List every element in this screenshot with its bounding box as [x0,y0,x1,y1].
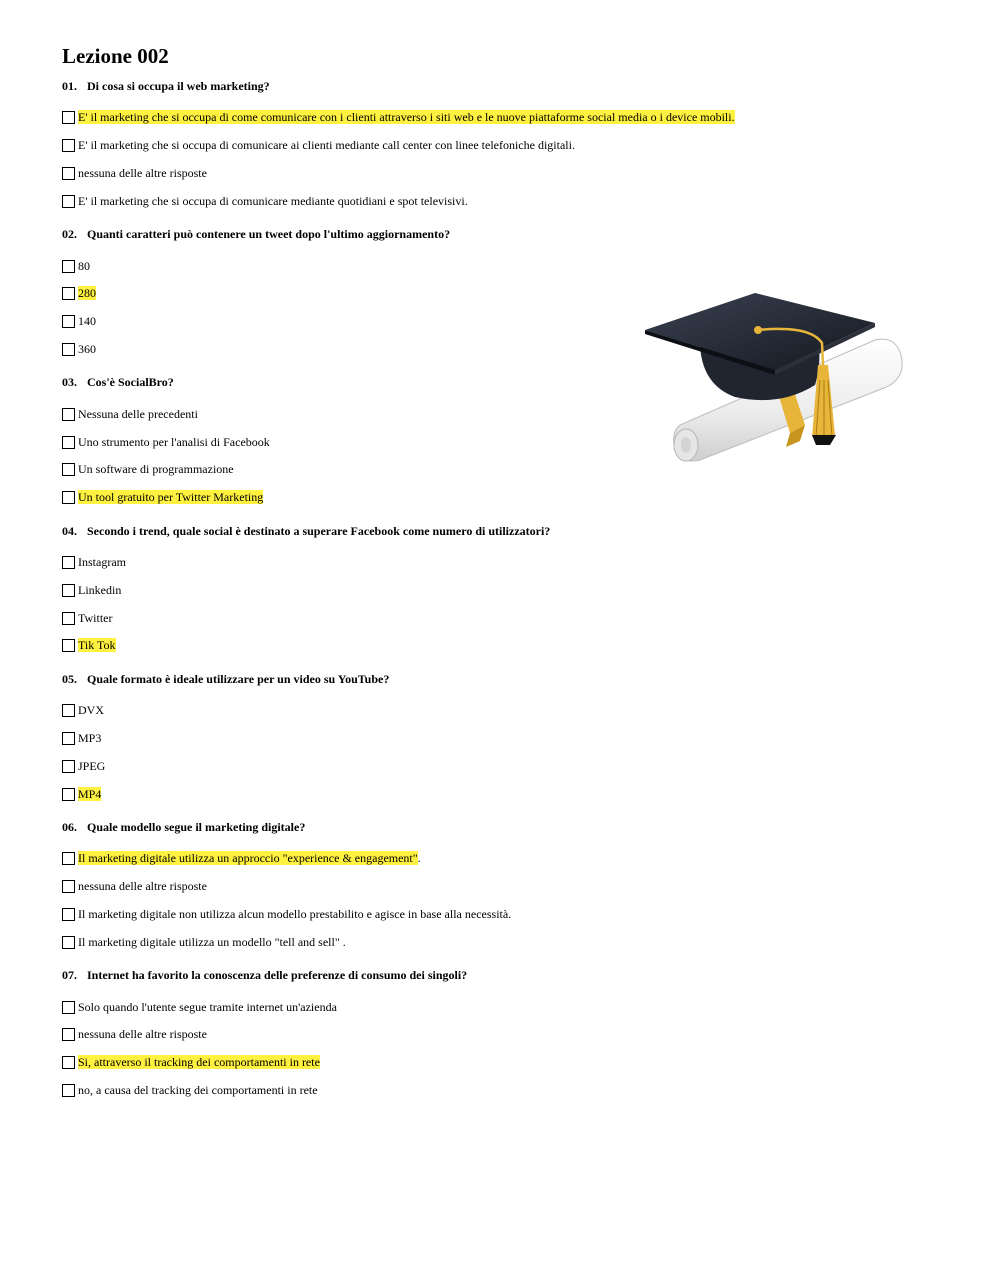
question-text: Cos'è SocialBro? [87,375,174,390]
question-block [62,523,942,660]
answer-text [78,1055,320,1070]
answer-checkbox[interactable] [62,1056,75,1069]
answer-option [62,928,942,956]
question-number: 05. [62,671,77,686]
highlighted-answer-text: Un tool gratuito per Twitter Marketing [78,490,264,505]
answer-option [62,484,942,512]
answer-option [62,993,942,1021]
answer-checkbox[interactable] [62,556,75,569]
answer-text-plain: Instagram [78,554,126,569]
answer-text [78,435,270,450]
page-title: Lezione 002 [62,44,169,68]
question-text: Quale modello segue il marketing digitale? [87,819,306,834]
highlighted-answer-text: Il marketing digitale utilizza un approccio "experience & engagement" [78,851,418,866]
answer-text-plain: E' il marketing che si occupa di comunicare ai clienti mediante call center con linee telefoniche digitali. [78,138,575,153]
answer-checkbox[interactable] [62,1028,75,1041]
answer-checkbox[interactable] [62,908,75,921]
answer-option [62,187,942,215]
answer-checkbox[interactable] [62,195,75,208]
answer-text-plain: Uno strumento per l'analisi di Facebook [78,434,270,449]
answer-text [78,407,198,422]
answer-checkbox[interactable] [62,1001,75,1014]
answer-option [62,752,942,780]
question-text: Internet ha favorito la conoscenza delle preferenze di consumo dei singoli? [87,968,468,983]
answer-text-plain: 80 [78,258,90,273]
answer-option [62,873,942,901]
answer-option [62,697,942,725]
question-number: 03. [62,375,77,390]
highlighted-answer-text: Si, attraverso il tracking dei comportamenti in rete [78,1055,320,1070]
answer-checkbox[interactable] [62,491,75,504]
answer-text [78,851,421,866]
answer-checkbox[interactable] [62,315,75,328]
answer-text [78,703,104,718]
answer-text-plain: JPEG [78,758,106,773]
answer-text-plain: 140 [78,314,96,329]
question-text: Quale formato è ideale utilizzare per un video su YouTube? [87,671,390,686]
question-number: 02. [62,227,77,242]
answer-option [62,632,942,660]
question-list [62,78,942,1115]
answer-checkbox[interactable] [62,408,75,421]
answer-checkbox[interactable] [62,111,75,124]
answer-text-plain: Solo quando l'utente segue tramite internet un'azienda [78,999,337,1014]
answer-checkbox[interactable] [62,852,75,865]
answer-text [78,1083,318,1098]
answer-text [78,583,121,598]
answer-text-plain: no, a causa del tracking dei comportamenti in rete [78,1082,318,1097]
answer-text [78,110,735,125]
answer-checkbox[interactable] [62,612,75,625]
answer-option [62,1021,942,1049]
answer-text-plain: . [417,851,421,866]
answer-option [62,604,942,632]
question-heading [62,78,942,94]
answer-text-plain: Il marketing digitale non utilizza alcun modello prestabilito e agisce in base alla necessità. [78,906,512,921]
answer-checkbox[interactable] [62,1084,75,1097]
answer-text [78,1027,207,1042]
answer-option [62,252,942,280]
answer-text [78,787,101,802]
question-number: 07. [62,968,77,983]
question-block [62,819,942,956]
answer-checkbox[interactable] [62,788,75,801]
answer-text-plain: 360 [78,341,96,356]
answer-option [62,901,942,929]
answer-text-plain: MP3 [78,730,102,745]
question-number: 06. [62,819,77,834]
answer-text-plain: nessuna delle altre risposte [78,1027,207,1042]
answer-text-plain: Un software di programmazione [78,462,234,477]
answer-text [78,490,263,505]
question-block [62,671,942,808]
answer-option [62,1049,942,1077]
highlighted-answer-text: 280 [78,286,96,301]
answer-text-plain: DVX [78,703,104,718]
answer-text [78,907,511,922]
answer-text-plain: nessuna delle altre risposte [78,879,207,894]
answer-option [62,725,942,753]
answer-option [62,780,942,808]
answer-option [62,160,942,188]
question-text: Secondo i trend, quale social è destinato a superare Facebook come numero di utilizzatori? [87,523,551,538]
highlighted-answer-text: Tik Tok [78,638,116,653]
answer-checkbox[interactable] [62,167,75,180]
answer-text-plain: E' il marketing che si occupa di comunicare mediante quotidiani e spot televisivi. [78,193,468,208]
answer-text [78,731,101,746]
answer-option [62,549,942,577]
answer-checkbox[interactable] [62,936,75,949]
question-heading [62,226,942,242]
answer-text [78,462,234,477]
answer-option [62,132,942,160]
answer-text [78,138,575,153]
answer-text [78,555,126,570]
answer-text [78,611,112,626]
question-heading [62,671,942,687]
highlighted-answer-text: E' il marketing che si occupa di come comunicare con i clienti attraverso i siti web e le nuove piattaforme social media o i device mobili. [78,110,735,125]
answer-checkbox[interactable] [62,287,75,300]
question-block [62,967,942,1104]
answer-checkbox[interactable] [62,639,75,652]
question-heading [62,819,942,835]
answer-text-plain: Linkedin [78,582,122,597]
answer-checkbox[interactable] [62,139,75,152]
question-number: 01. [62,79,77,93]
question-text: Quanti caratteri può contenere un tweet dopo l'ultimo aggiornamento? [87,227,451,242]
answer-text-plain: nessuna delle altre risposte [78,165,207,180]
answer-checkbox[interactable] [62,343,75,356]
answer-option [62,1077,942,1105]
answer-checkbox[interactable] [62,732,75,745]
answer-text [78,194,468,209]
answer-option [62,576,942,604]
question-heading [62,523,942,539]
answer-text [78,759,105,774]
answer-text [78,259,90,274]
answer-text-plain: Twitter [78,610,113,625]
answer-text-plain: Nessuna delle precedenti [78,406,198,421]
question-block [62,78,942,215]
question-text: Di cosa si occupa il web marketing? [87,79,270,93]
answer-checkbox[interactable] [62,436,75,449]
answer-checkbox[interactable] [62,760,75,773]
question-number: 04. [62,523,77,538]
answer-checkbox[interactable] [62,704,75,717]
answer-option [62,845,942,873]
answer-text [78,638,116,653]
answer-checkbox[interactable] [62,260,75,273]
answer-text [78,879,207,894]
answer-text [78,166,207,181]
answer-text-plain: Il marketing digitale utilizza un modello "tell and sell" . [78,934,346,949]
graduation-cap-diploma-icon [640,285,905,465]
answer-text [78,935,346,950]
question-heading [62,967,942,983]
answer-text [78,314,96,329]
answer-checkbox[interactable] [62,463,75,476]
answer-text [78,342,96,357]
answer-option [62,104,942,132]
answer-text [78,1000,337,1015]
answer-checkbox[interactable] [62,584,75,597]
answer-text [78,286,96,301]
answer-checkbox[interactable] [62,880,75,893]
highlighted-answer-text: MP4 [78,786,102,801]
